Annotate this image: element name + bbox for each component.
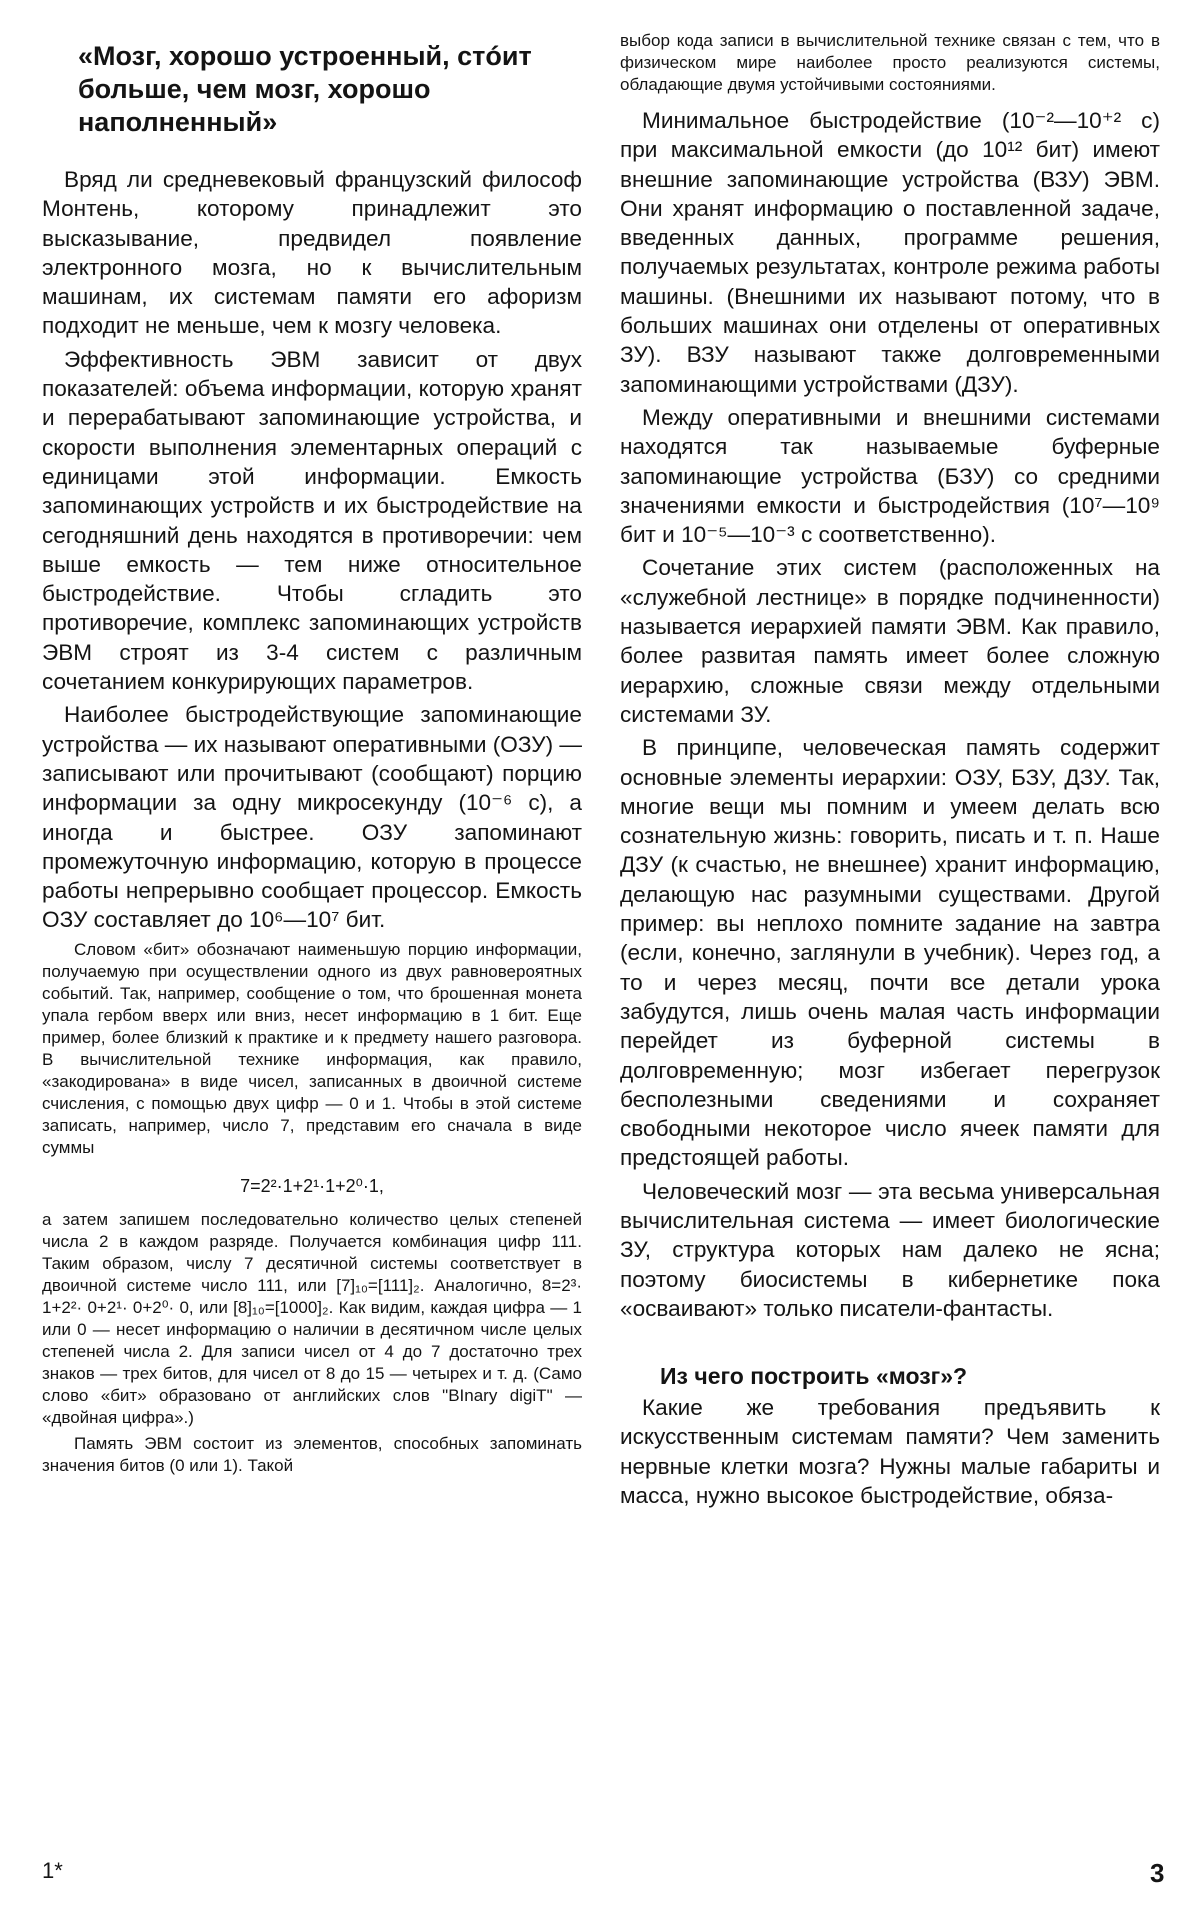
paragraph: Вряд ли средневековый французский философ Монтень, которому принадлежит это высказывание, предвидел появление электронного мозга, но к вычислительным машинам, их системам памяти его афоризм подходит не меньше, чем к мозгу человека.	[42, 167, 582, 339]
footnote-text: Память ЭВМ состоит из элементов, способных запоминать значения битов (0 или 1). Такой	[42, 1433, 582, 1475]
formula: 7=2²·1+2¹·1+2⁰·1,	[240, 1175, 384, 1196]
paragraph: Человеческий мозг — эта весьма универсальная вычислительная система — имеет биологические ЗУ, структура которых нам далеко не ясна; поэтому биосистемы в кибернетике пока «осваивают» только писатели-фантасты.	[620, 1178, 1160, 1321]
left-column	[42, 30, 582, 1481]
paragraph: Наиболее быстродействующие запоминающие устройства — их называют оперативными (ОЗУ) — записывают или прочитывают (сообщают) порцию информации за одну микросекунду (10⁻⁶ с), а иногда и быстрее. ОЗУ запоминают промежуточную информацию, которую в процессе работы непрерывно сообщает процессор. Емкость ОЗУ составляет до 10⁶—10⁷ бит.	[42, 702, 582, 933]
paragraph: В принципе, человеческая память содержит основные элементы иерархии: ОЗУ, БЗУ, ДЗУ. Так, многие вещи мы помним и умеем делать всю сознательную жизнь: говорить, писать и т. п. Наше ДЗУ (к счастью, не внешнее) хранит информацию, делающую нас разумными существами. Другой пример: вы неплохо помните задание на завтра (если, конечно, заглянули в учебник). Через год, а то и через месяц, почти все детали урока забудутся, лишь очень малая часть информации перейдет из буферной системы в долговременную; мозг избегает перегрузок бесполезными сведениями и сохраняет свободными некоторое число ячеек памяти для предстоящей работы.	[620, 735, 1160, 1171]
paragraph: Между оперативными и внешними системами находятся так называемые буферные запоминающие устройства (БЗУ) со средними значениями емкости и быстродействия (10⁷—10⁹ бит и 10⁻⁵—10⁻³ с соответственно).	[620, 404, 1160, 548]
footnote-text: Словом «бит» обозначают наименьшую порцию информации, получаемую при осуществлении одного из двух равновероятных событий. Так, например, сообщение о том, что брошенная монета упала гербом вверх или вниз, несет информацию в 1 бит. Еще пример, более близкий к практике и к предмету нашего разговора. В вычислительной технике информация, как правило, «закодирована» в виде чисел, записанных в двоичной системе счисления, с помощью двух цифр — 0 и 1. Чтобы в этой системе записать, например, число 7, представим его сначала в виде суммы	[42, 939, 582, 1157]
paragraph: Минимальное быстродействие (10⁻²—10⁺² с) при максимальной емкости (до 10¹² бит) имеют внешние запоминающие устройства (ВЗУ) ЭВМ. Они хранят информацию о поставленной задаче, введенных данных, программе решения, получаемых результатах, контроле режима работы машины. (Внешними их называют потому, что в больших машинах они отделены от оперативных ЗУ). ВЗУ называют также долговременными запоминающими устройствами (ДЗУ).	[620, 108, 1160, 397]
article-heading: «Мозг, хорошо устроенный, стóит больше, чем мозг, хорошо наполненный»	[78, 41, 532, 137]
section-heading: Из чего построить «мозг»?	[660, 1363, 968, 1390]
footnote-continuation: выбор кода записи в вычислительной технике связан с тем, что в физическом мире наиболее просто реализуются системы, обладающие двумя устойчивыми состояниями.	[620, 31, 1160, 94]
right-column	[620, 30, 1160, 1514]
paragraph: Эффективность ЭВМ зависит от двух показателей: объема информации, которую хранят и перерабатывают запоминающие устройства, и скорости выполнения элементарных операций с единицами этой информации. Емкость запоминающих устройств и их быстродействие на сегодняшний день находятся в противоречии: чем выше емкость — тем ниже относительное быстродействие. Чтобы сгладить это противоречие, комплекс запоминающих устройств ЭВМ строят из 3-4 систем с различным сочетанием конкурирующих параметров.	[42, 346, 582, 695]
paragraph: Какие же требования предъявить к искусственным системам памяти? Чем заменить нервные клетки мозга? Нужны малые габариты и масса, нужно высокое быстродействие, обяза-	[620, 1395, 1160, 1509]
page-number: 3	[1150, 1858, 1165, 1888]
signature-mark: 1*	[42, 1858, 63, 1883]
footnote-text: а затем запишем последовательно количество целых степеней числа 2 в каждом разряде. Получается комбинация цифр 111. Таким образом, числу 7 десятичной системы соответствует в двоичной системе число 111, или [7]₁₀=[111]₂. Аналогично, 8=2³· 1+2²· 0+2¹· 0+2⁰· 0, или [8]₁₀=[1000]₂. Как видим, каждая цифра — 1 или 0 — несет информацию о наличии в десятичном числе целых степеней числа 2. Для записи чисел от 4 до 7 достаточно трех знаков — трех битов, для чисел от 8 до 15 — четырех и т. д. (Само слово «бит» образовано от английских слов "BInary digiT" — «двойная цифра».)	[42, 1209, 582, 1427]
paragraph: Сочетание этих систем (расположенных на «служебной лестнице» в порядке подчиненности) называется иерархией памяти ЭВМ. Как правило, более развитая память имеет более сложную иерархию, сложные связи между отдельными системами ЗУ.	[620, 555, 1160, 727]
